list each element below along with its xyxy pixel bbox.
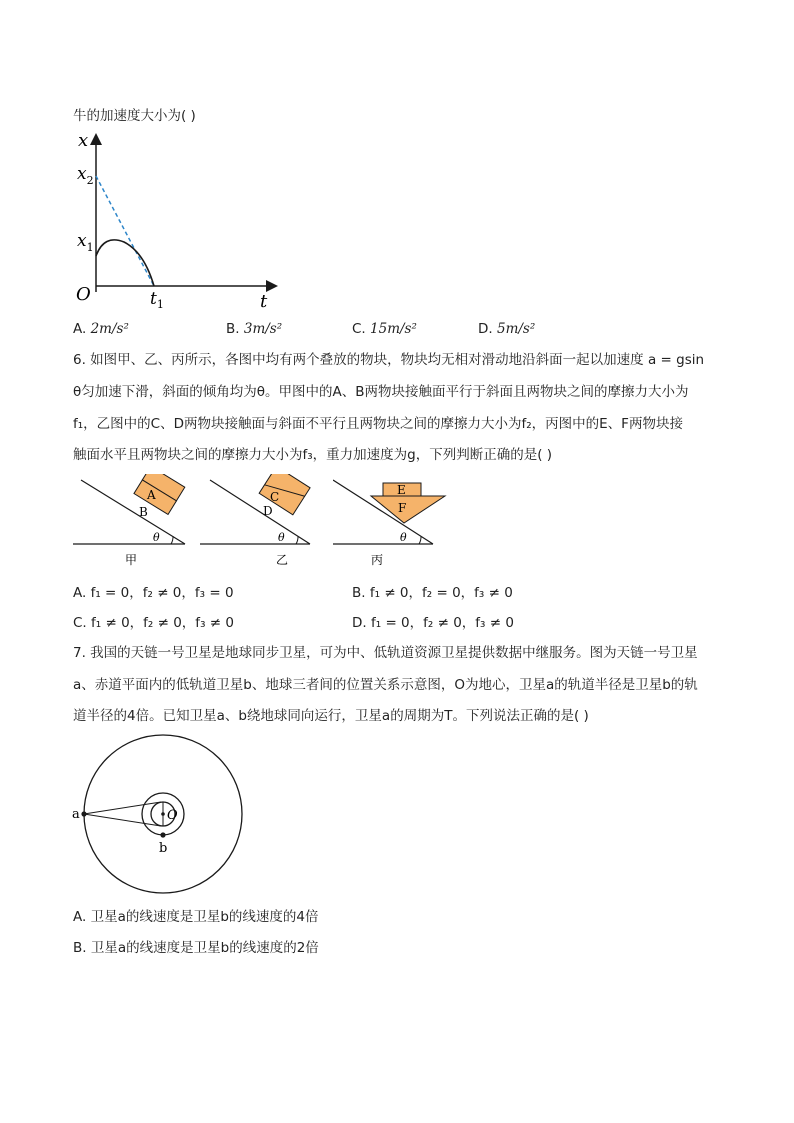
q6-stem-line-4: 触面水平且两物块之间的摩擦力大小为f₃，重力加速度为g，下列判断正确的是( ): [73, 447, 553, 463]
q7-label-b: b: [159, 841, 168, 856]
q6-option-d[interactable]: D. f₁ = 0，f₂ ≠ 0，f₃ ≠ 0: [352, 615, 514, 631]
q7-satellite-a: [81, 811, 86, 816]
q6-option-b[interactable]: B. f₁ ≠ 0，f₂ = 0，f₃ ≠ 0: [352, 585, 513, 601]
q6-caption-yi: 乙: [276, 553, 289, 567]
q5-x2-label: $x_2$: [77, 164, 94, 187]
q6-label-a: A: [147, 488, 156, 502]
q5-t-label: t: [260, 291, 268, 312]
q7-stem-line-1: 7. 我国的天链一号卫星是地球同步卫星，可为中、低轨道资源卫星提供数据中继服务。图为天链一号卫星: [73, 645, 698, 661]
q6-label-c: C: [270, 490, 280, 504]
q6-label-f: F: [398, 501, 407, 515]
q7-orbit-diagram: [70, 733, 250, 901]
q6-figure-jia: [73, 474, 193, 570]
q6-figure-yi: [200, 474, 320, 570]
q7-stem-line-2: a、赤道平面内的低轨道卫星b、地球三者间的位置关系示意图，O为地心，卫星a的轨道半径是卫星b的轨: [73, 677, 698, 693]
q7-center: [161, 812, 165, 816]
q6-option-a[interactable]: A. f₁ = 0，f₂ ≠ 0，f₃ = 0: [73, 585, 234, 601]
q7-satellite-b: [160, 832, 165, 837]
q5-t1-label: $t_1$: [150, 289, 164, 311]
q7-stem-line-3: 道半径的4倍。已知卫星a、b绕地球同向运行，卫星a的周期为T。下列说法正确的是( ): [73, 708, 589, 724]
q6-label-d: D: [263, 504, 273, 518]
q5-stem-tail: 牛的加速度大小为( ): [73, 108, 196, 124]
q6-stem-line-1: 6. 如图甲、乙、丙所示，各图中均有两个叠放的物块，物块均无相对滑动地沿斜面一起以加速度 a = gsin: [73, 352, 705, 368]
q7-label-o: O: [167, 808, 178, 823]
q7-label-a: a: [72, 807, 80, 822]
q6-block-f: [371, 496, 445, 523]
q5-x1-label: $x_1$: [77, 231, 94, 254]
q6-stem-line-3: f₁，乙图中的C、D两物块接触面与斜面不平行且两物块之间的摩擦力大小为f₂，丙图中的E、F两物块接: [73, 416, 683, 432]
q5-displacement-graph: [70, 126, 290, 316]
q6-stem-line-2: θ匀加速下滑，斜面的倾角均为θ。甲图中的A、B两物块接触面平行于斜面且两物块之间的摩擦力大小为: [73, 384, 689, 400]
q6-label-b: B: [139, 505, 148, 519]
q5-option-a[interactable]: A. 2m/s²: [73, 321, 129, 337]
q5-option-d[interactable]: D. 5m/s²: [478, 321, 536, 337]
q7-tangent-upper: [84, 802, 161, 814]
q5-origin-label: O: [76, 284, 91, 305]
q5-curve: [96, 240, 154, 286]
q6-label-e: E: [397, 483, 406, 497]
q6-angle-bing: θ: [400, 531, 407, 544]
q7-tangent-lower: [84, 814, 161, 826]
q5-y-label: x: [78, 130, 89, 151]
q7-option-b[interactable]: B. 卫星a的线速度是卫星b的线速度的2倍: [73, 940, 319, 956]
q7-option-a[interactable]: A. 卫星a的线速度是卫星b的线速度的4倍: [73, 909, 319, 925]
q5-option-b[interactable]: B. 3m/s²: [226, 321, 283, 337]
q6-angle-yi: θ: [278, 531, 285, 544]
q6-figure-bing: [333, 474, 453, 570]
q6-caption-bing: 丙: [371, 553, 384, 567]
q5-dashed-line: [96, 176, 154, 286]
q6-angle-jia: θ: [153, 531, 160, 544]
q6-option-c[interactable]: C. f₁ ≠ 0，f₂ ≠ 0，f₃ ≠ 0: [73, 615, 234, 631]
q6-caption-jia: 甲: [125, 553, 138, 567]
q5-option-c[interactable]: C. 15m/s²: [352, 321, 417, 337]
